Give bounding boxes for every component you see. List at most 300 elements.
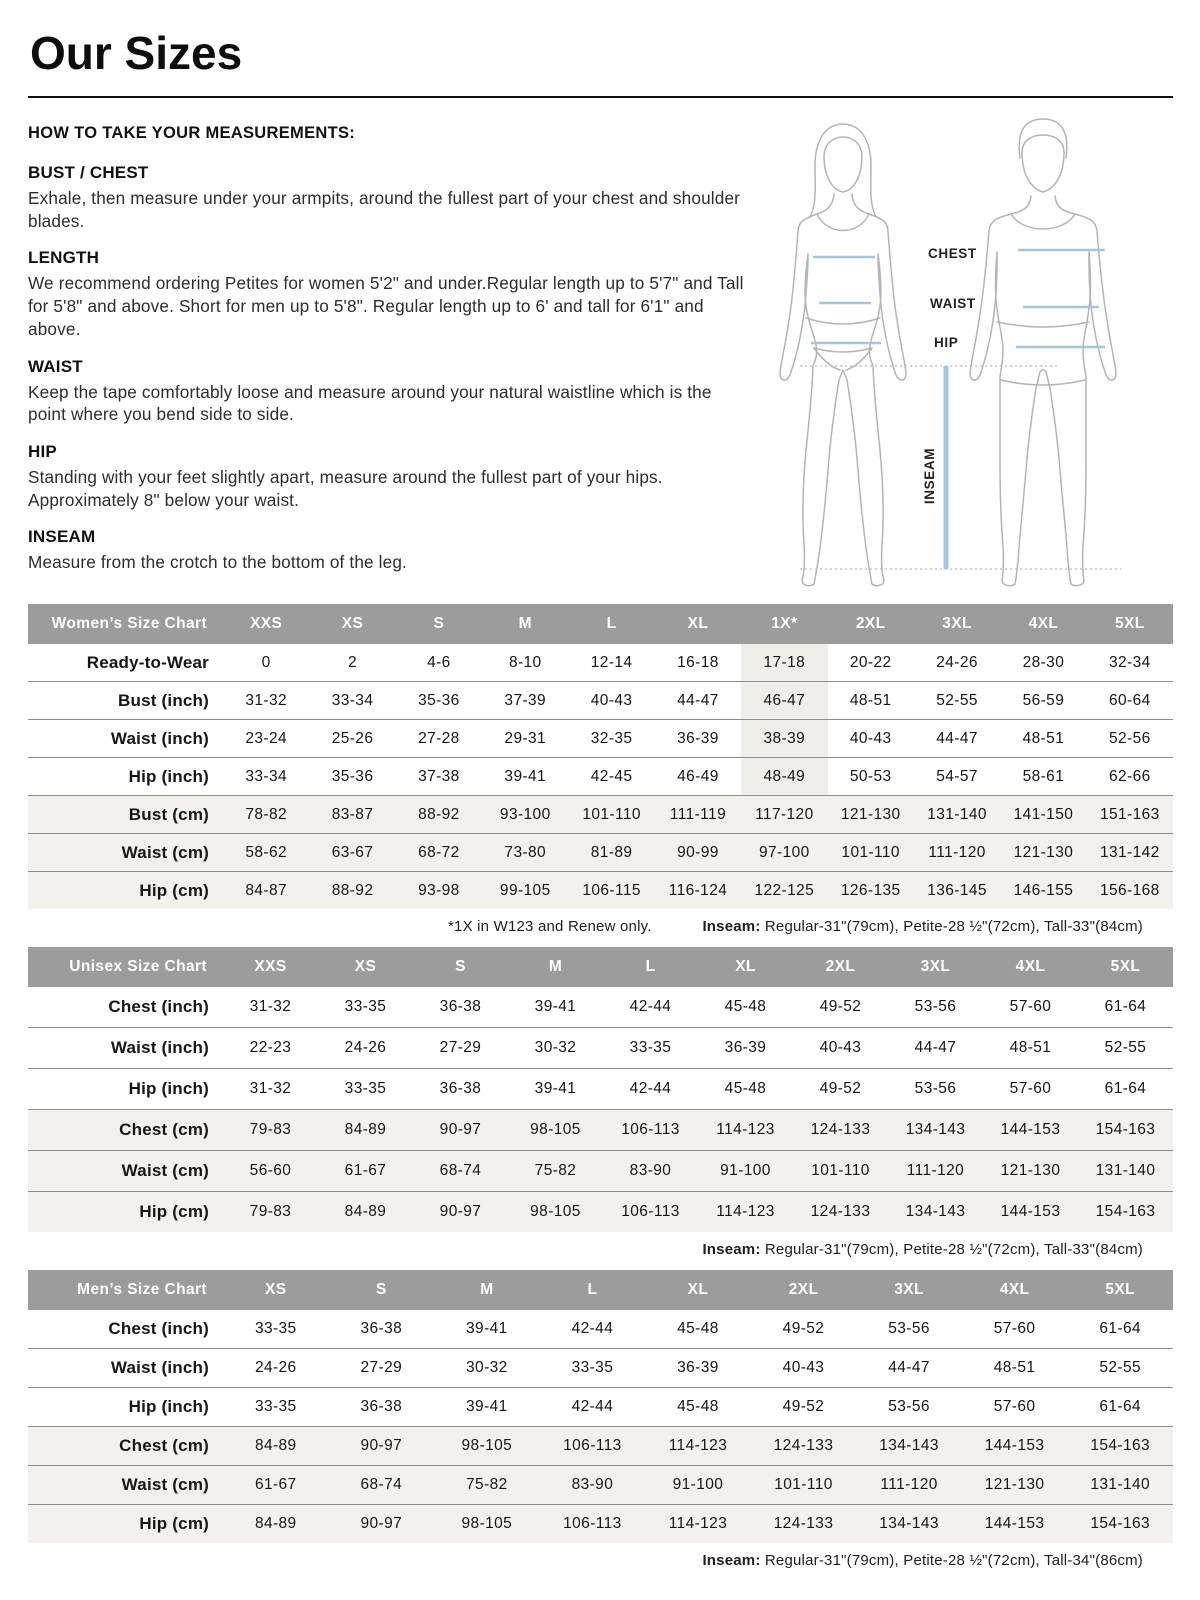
size-value-cell: 45-48 — [677, 1320, 719, 1337]
size-value-cell: 0 — [261, 653, 271, 671]
size-value-cell: 57-60 — [993, 1320, 1036, 1337]
size-column-header: 3XL — [856, 1270, 962, 1310]
size-column-header: XL — [698, 947, 793, 987]
row-label: Hip (inch) — [28, 758, 223, 796]
size-value-cell: 36-38 — [413, 1069, 508, 1110]
table-row — [28, 758, 1173, 796]
size-value-cell: 33-35 — [318, 1069, 413, 1110]
size-value-cell: 60-64 — [1087, 682, 1173, 720]
size-value-cell: 49-52 — [793, 1069, 888, 1110]
instruction-section — [28, 163, 753, 232]
row-label: Bust (cm) — [28, 796, 223, 834]
size-value-cell: 78-82 — [223, 796, 309, 834]
size-value-cell: 4-6 — [427, 653, 451, 671]
size-column-header: L — [540, 1270, 646, 1310]
size-value-cell: 98-105 — [508, 1110, 603, 1151]
size-value-cell: 93-100 — [482, 796, 568, 834]
size-value-cell: 90-97 — [413, 1192, 508, 1233]
size-value-cell: 45-48 — [698, 1069, 793, 1110]
size-value-cell: 35-36 — [309, 758, 395, 796]
table-title: Men’s Size Chart — [28, 1270, 223, 1310]
size-value-cell: 40-43 — [828, 720, 914, 758]
size-value-cell: 93-98 — [396, 872, 482, 910]
size-value-cell: 62-66 — [1087, 758, 1173, 796]
table-row — [28, 720, 1173, 758]
row-label: Chest (cm) — [28, 1427, 223, 1466]
size-value-cell: 61-64 — [1078, 1069, 1173, 1110]
size-value-cell: 39-41 — [508, 1069, 603, 1110]
size-value-cell: 124-133 — [751, 1505, 857, 1544]
size-value-cell: 101-110 — [568, 796, 654, 834]
womens-size-chart-notes — [28, 918, 1173, 935]
size-value-cell: 134-143 — [888, 1110, 983, 1151]
hip-label: HIP — [934, 335, 959, 350]
size-column-header: L — [568, 604, 654, 644]
size-value-cell: 44-47 — [914, 720, 1000, 758]
size-value-cell: 54-57 — [914, 758, 1000, 796]
size-value-cell: 84-89 — [223, 1427, 329, 1466]
womens-size-chart-section — [28, 604, 1173, 935]
instruction-section-body: Exhale, then measure under your armpits, around the fullest part of your chest and shoulder blades. — [28, 188, 741, 231]
unisex-size-chart-notes — [28, 1241, 1173, 1258]
size-column-header: L — [603, 947, 698, 987]
size-value-cell: 83-87 — [309, 796, 395, 834]
unisex-size-chart-section — [28, 947, 1173, 1258]
size-value-cell: 106-113 — [540, 1505, 646, 1544]
size-column-header: XXS — [223, 604, 309, 644]
row-label: Chest (inch) — [108, 1319, 209, 1338]
instruction-section-title: HIP — [28, 441, 57, 461]
size-column-header: 2XL — [828, 604, 914, 644]
size-value-cell: 42-44 — [629, 998, 672, 1015]
size-column-header: 3XL — [888, 947, 983, 987]
row-label: Ready-to-Wear — [86, 652, 209, 672]
size-value-cell: 144-153 — [983, 1110, 1078, 1151]
size-value-cell: 116-124 — [655, 872, 741, 910]
table-row — [28, 682, 1173, 720]
size-column-header: 4XL — [962, 1270, 1068, 1310]
size-column-header: 5XL — [1078, 947, 1173, 987]
size-value-cell: 144-153 — [962, 1427, 1068, 1466]
row-label: Chest (cm) — [28, 1110, 223, 1151]
size-value-cell: 99-105 — [482, 872, 568, 910]
size-value-cell: 61-64 — [1104, 998, 1147, 1015]
size-value-cell: 90-97 — [413, 1110, 508, 1151]
size-column-header: S — [396, 604, 482, 644]
size-value-cell: 98-105 — [434, 1505, 540, 1544]
size-value-cell: 27-28 — [396, 720, 482, 758]
instruction-section-title: WAIST — [28, 356, 83, 376]
male-tank-hem — [997, 322, 1089, 327]
size-value-cell: 28-30 — [1022, 653, 1065, 671]
size-value-cell: 63-67 — [309, 834, 395, 872]
size-value-cell: 49-52 — [751, 1388, 857, 1427]
size-value-cell: 38-39 — [741, 720, 827, 758]
size-value-cell: 46-49 — [655, 758, 741, 796]
row-label: Waist (inch) — [28, 1028, 223, 1069]
female-hair-outline — [810, 124, 876, 217]
size-value-cell: 97-100 — [741, 834, 827, 872]
size-value-cell: 45-48 — [645, 1388, 751, 1427]
inseam-label: INSEAM — [922, 447, 937, 505]
size-value-cell: 42-45 — [568, 758, 654, 796]
size-value-cell: 90-99 — [655, 834, 741, 872]
size-column-header: M — [482, 604, 568, 644]
size-value-cell: 48-51 — [828, 682, 914, 720]
size-value-cell: 39-41 — [434, 1388, 540, 1427]
size-value-cell: 49-52 — [782, 1320, 825, 1337]
size-value-cell: 61-64 — [1067, 1388, 1173, 1427]
table-title: Women’s Size Chart — [28, 604, 223, 644]
table-row — [28, 1466, 1173, 1505]
size-value-cell: 117-120 — [741, 796, 827, 834]
size-value-cell: 48-51 — [983, 1028, 1078, 1069]
waist-label: WAIST — [930, 296, 976, 311]
size-value-cell: 44-47 — [655, 682, 741, 720]
size-value-cell: 39-41 — [466, 1320, 508, 1337]
size-value-cell: 141-150 — [1000, 796, 1086, 834]
size-value-cell: 154-163 — [1078, 1192, 1173, 1233]
size-value-cell: 33-35 — [254, 1320, 297, 1337]
instruction-section-body: Standing with your feet slightly apart, measure around the fullest part of your hips. Approximately 8" below your waist. — [28, 466, 663, 510]
table-row — [28, 644, 1173, 682]
body-measurement-diagram — [753, 124, 1173, 592]
table-row — [28, 1310, 1173, 1349]
size-value-cell: 114-123 — [645, 1505, 751, 1544]
size-value-cell: 53-56 — [888, 1069, 983, 1110]
size-value-cell: 12-14 — [590, 653, 633, 671]
size-value-cell: 106-113 — [603, 1192, 698, 1233]
size-value-cell: 124-133 — [751, 1427, 857, 1466]
table-note: Inseam: Regular-31"(79cm), Petite-28 ½"(72cm), Tall-33"(84cm) — [702, 1241, 1143, 1258]
size-value-cell: 98-105 — [434, 1427, 540, 1466]
table-row — [28, 1110, 1173, 1151]
size-value-cell: 79-83 — [223, 1192, 318, 1233]
size-value-cell: 33-35 — [344, 998, 387, 1015]
size-value-cell: 31-32 — [223, 682, 309, 720]
size-value-cell: 53-56 — [856, 1388, 962, 1427]
size-value-cell: 68-74 — [413, 1151, 508, 1192]
instruction-section — [28, 357, 753, 426]
female-body-outline — [780, 194, 906, 586]
size-value-cell: 121-130 — [983, 1151, 1078, 1192]
size-value-cell: 151-163 — [1087, 796, 1173, 834]
size-value-cell: 39-41 — [534, 998, 577, 1015]
size-value-cell: 53-56 — [888, 1320, 930, 1337]
size-column-header: XS — [309, 604, 395, 644]
size-value-cell: 83-90 — [603, 1151, 698, 1192]
size-value-cell: 111-120 — [856, 1466, 962, 1505]
size-column-header: 5XL — [1067, 1270, 1173, 1310]
size-value-cell: 52-55 — [914, 682, 1000, 720]
unisex-size-chart-table — [28, 947, 1173, 1232]
female-tank-neckline — [817, 214, 869, 231]
size-column-header: 4XL — [1000, 604, 1086, 644]
size-value-cell: 36-38 — [439, 998, 482, 1015]
size-value-cell: 88-92 — [396, 796, 482, 834]
male-shorts-hem — [1001, 380, 1085, 385]
size-value-cell: 24-26 — [223, 1349, 329, 1388]
size-value-cell: 45-48 — [724, 998, 767, 1015]
size-value-cell: 134-143 — [856, 1505, 962, 1544]
table-row — [28, 872, 1173, 910]
size-value-cell: 131-140 — [914, 796, 1000, 834]
male-hair-outline — [1019, 119, 1067, 158]
size-value-cell: 81-89 — [568, 834, 654, 872]
size-value-cell: 134-143 — [888, 1192, 983, 1233]
size-value-cell: 106-113 — [540, 1427, 646, 1466]
size-value-cell: 121-130 — [962, 1466, 1068, 1505]
measurement-instructions — [28, 124, 753, 592]
table-note: Inseam: Regular-31"(79cm), Petite-28 ½"(72cm), Tall-34"(86cm) — [702, 1552, 1143, 1569]
size-value-cell: 134-143 — [856, 1427, 962, 1466]
size-value-cell: 114-123 — [645, 1427, 751, 1466]
womens-size-chart-table — [28, 604, 1173, 909]
row-label: Chest (inch) — [108, 997, 209, 1016]
size-value-cell: 124-133 — [793, 1192, 888, 1233]
table-row — [28, 796, 1173, 834]
size-column-header: XL — [655, 604, 741, 644]
female-face-outline — [824, 137, 862, 192]
body-diagram-svg — [753, 114, 1173, 592]
size-value-cell: 57-60 — [983, 1069, 1078, 1110]
size-value-cell: 30-32 — [434, 1349, 540, 1388]
size-value-cell: 101-110 — [751, 1466, 857, 1505]
size-column-header: M — [508, 947, 603, 987]
size-column-header: M — [434, 1270, 540, 1310]
size-column-header: XL — [645, 1270, 751, 1310]
size-column-header: XS — [318, 947, 413, 987]
size-value-cell: 114-123 — [698, 1192, 793, 1233]
instruction-section — [28, 442, 753, 511]
size-value-cell: 25-26 — [309, 720, 395, 758]
table-row — [28, 1069, 1173, 1110]
size-value-cell: 42-44 — [571, 1320, 614, 1337]
size-value-cell: 154-163 — [1078, 1110, 1173, 1151]
size-value-cell: 22-23 — [223, 1028, 318, 1069]
size-value-cell: 33-35 — [540, 1349, 646, 1388]
row-label: Hip (cm) — [28, 1505, 223, 1544]
row-label: Hip (cm) — [28, 1192, 223, 1233]
chest-label: CHEST — [928, 246, 977, 261]
size-value-cell: 37-38 — [396, 758, 482, 796]
size-value-cell: 57-60 — [962, 1388, 1068, 1427]
size-value-cell: 30-32 — [508, 1028, 603, 1069]
size-value-cell: 27-29 — [413, 1028, 508, 1069]
size-column-header: 1X* — [741, 604, 827, 644]
instruction-section-body: We recommend ordering Petites for women 5'2" and under.Regular length up to 5'7" and Tall for 5'8" and above. Short for men up to 5'8". Regular length up to 6' and tall for 6'1" and above. — [28, 273, 744, 339]
size-value-cell: 146-155 — [1000, 872, 1086, 910]
size-value-cell: 84-89 — [318, 1110, 413, 1151]
size-value-cell: 52-55 — [1078, 1028, 1173, 1069]
female-tank-hem — [806, 318, 880, 324]
measurement-guide-row — [28, 124, 1173, 592]
size-value-cell: 36-38 — [329, 1388, 435, 1427]
size-value-cell: 33-35 — [223, 1388, 329, 1427]
size-value-cell: 111-120 — [914, 834, 1000, 872]
size-value-cell: 91-100 — [645, 1466, 751, 1505]
size-value-cell: 48-51 — [962, 1349, 1068, 1388]
size-value-cell: 50-53 — [828, 758, 914, 796]
size-value-cell: 136-145 — [914, 872, 1000, 910]
size-value-cell: 40-43 — [568, 682, 654, 720]
row-label: Waist (cm) — [28, 834, 223, 872]
size-value-cell: 68-72 — [396, 834, 482, 872]
size-value-cell: 36-39 — [645, 1349, 751, 1388]
size-value-cell: 8-10 — [508, 653, 542, 671]
row-label: Hip (inch) — [28, 1388, 223, 1427]
instruction-section-body: Keep the tape comfortably loose and measure around your natural waistline which is the point where you bend side to side. — [28, 381, 712, 425]
male-tank-neckline — [1011, 214, 1075, 229]
instruction-sections — [28, 163, 753, 574]
size-value-cell: 52-55 — [1067, 1349, 1173, 1388]
instruction-section-title: BUST / CHEST — [28, 163, 149, 182]
table-row — [28, 1151, 1173, 1192]
row-label: Waist (cm) — [28, 1151, 223, 1192]
size-value-cell: 29-31 — [482, 720, 568, 758]
size-column-header: XS — [223, 1270, 329, 1310]
size-value-cell: 2 — [348, 653, 358, 671]
size-value-cell: 121-130 — [1000, 834, 1086, 872]
size-value-cell: 98-105 — [508, 1192, 603, 1233]
size-value-cell: 68-74 — [329, 1466, 435, 1505]
table-row — [28, 1388, 1173, 1427]
mens-size-chart-table — [28, 1270, 1173, 1543]
table-row — [28, 1192, 1173, 1233]
size-value-cell: 32-35 — [568, 720, 654, 758]
size-value-cell: 35-36 — [396, 682, 482, 720]
table-title: Unisex Size Chart — [28, 947, 223, 987]
size-value-cell: 101-110 — [828, 834, 914, 872]
size-value-cell: 61-67 — [223, 1466, 329, 1505]
table-row — [28, 1028, 1173, 1069]
instruction-section-title: LENGTH — [28, 248, 100, 268]
size-value-cell: 106-115 — [568, 872, 654, 910]
size-value-cell: 31-32 — [249, 998, 292, 1015]
size-value-cell: 106-113 — [603, 1110, 698, 1151]
size-value-cell: 36-39 — [655, 720, 741, 758]
size-value-cell: 58-61 — [1000, 758, 1086, 796]
size-value-cell: 154-163 — [1067, 1505, 1173, 1544]
size-value-cell: 124-133 — [793, 1110, 888, 1151]
size-value-cell: 40-43 — [793, 1028, 888, 1069]
size-value-cell: 49-52 — [819, 998, 862, 1015]
table-note: *1X in W123 and Renew only. — [448, 918, 652, 935]
size-value-cell: 156-168 — [1087, 872, 1173, 910]
size-value-cell: 36-38 — [360, 1320, 403, 1337]
size-value-cell: 61-64 — [1099, 1320, 1142, 1337]
size-value-cell: 48-51 — [1000, 720, 1086, 758]
size-value-cell: 17-18 — [741, 644, 827, 682]
size-value-cell: 131-140 — [1078, 1151, 1173, 1192]
page-title: Our Sizes — [30, 27, 243, 79]
size-value-cell: 31-32 — [223, 1069, 318, 1110]
table-row — [28, 834, 1173, 872]
size-value-cell: 52-56 — [1087, 720, 1173, 758]
size-column-header: 2XL — [751, 1270, 857, 1310]
table-row — [28, 1505, 1173, 1544]
size-value-cell: 23-24 — [223, 720, 309, 758]
instruction-section — [28, 248, 753, 340]
size-value-cell: 42-44 — [540, 1388, 646, 1427]
size-value-cell: 91-100 — [698, 1151, 793, 1192]
female-brief-waistband — [814, 348, 872, 352]
size-value-cell: 111-120 — [888, 1151, 983, 1192]
size-value-cell: 61-67 — [318, 1151, 413, 1192]
size-value-cell: 58-62 — [223, 834, 309, 872]
size-column-header: XXS — [223, 947, 318, 987]
size-value-cell: 44-47 — [856, 1349, 962, 1388]
male-face-outline — [1022, 135, 1064, 192]
instruction-section-title: INSEAM — [28, 527, 96, 547]
size-value-cell: 56-59 — [1000, 682, 1086, 720]
table-row — [28, 1349, 1173, 1388]
size-value-cell: 53-56 — [914, 998, 957, 1015]
table-row — [28, 987, 1173, 1028]
row-label: Waist (cm) — [28, 1466, 223, 1505]
size-charts — [28, 604, 1173, 1569]
size-value-cell: 83-90 — [540, 1466, 646, 1505]
size-value-cell: 75-82 — [508, 1151, 603, 1192]
size-value-cell: 144-153 — [983, 1192, 1078, 1233]
size-value-cell: 79-83 — [223, 1110, 318, 1151]
size-column-header: S — [413, 947, 508, 987]
size-value-cell: 122-125 — [741, 872, 827, 910]
size-value-cell: 121-130 — [828, 796, 914, 834]
size-value-cell: 24-26 — [936, 653, 978, 671]
size-value-cell: 36-39 — [698, 1028, 793, 1069]
size-value-cell: 84-89 — [318, 1192, 413, 1233]
size-value-cell: 20-22 — [849, 653, 892, 671]
size-column-header: 2XL — [793, 947, 888, 987]
mens-size-chart-notes — [28, 1552, 1173, 1569]
size-value-cell: 37-39 — [482, 682, 568, 720]
size-value-cell: 48-49 — [741, 758, 827, 796]
size-value-cell: 56-60 — [223, 1151, 318, 1192]
size-value-cell: 114-123 — [698, 1110, 793, 1151]
size-value-cell: 126-135 — [828, 872, 914, 910]
instructions-heading: HOW TO TAKE YOUR MEASUREMENTS: — [28, 124, 356, 142]
size-value-cell: 73-80 — [482, 834, 568, 872]
size-value-cell: 90-97 — [329, 1427, 435, 1466]
size-value-cell: 131-142 — [1087, 834, 1173, 872]
size-value-cell: 39-41 — [482, 758, 568, 796]
size-value-cell: 90-97 — [329, 1505, 435, 1544]
size-value-cell: 24-26 — [318, 1028, 413, 1069]
size-value-cell: 46-47 — [741, 682, 827, 720]
row-label: Waist (inch) — [28, 720, 223, 758]
male-body-outline — [970, 196, 1116, 586]
size-value-cell: 75-82 — [434, 1466, 540, 1505]
size-value-cell: 84-87 — [223, 872, 309, 910]
row-label: Bust (inch) — [28, 682, 223, 720]
size-value-cell: 27-29 — [329, 1349, 435, 1388]
size-value-cell: 101-110 — [793, 1151, 888, 1192]
size-value-cell: 84-89 — [223, 1505, 329, 1544]
size-value-cell: 33-35 — [603, 1028, 698, 1069]
size-value-cell: 57-60 — [1009, 998, 1052, 1015]
size-value-cell: 144-153 — [962, 1505, 1068, 1544]
mens-size-chart-section — [28, 1270, 1173, 1569]
size-value-cell: 111-119 — [655, 796, 741, 834]
row-label: Hip (cm) — [28, 872, 223, 910]
size-column-header: S — [329, 1270, 435, 1310]
size-column-header: 3XL — [914, 604, 1000, 644]
size-value-cell: 40-43 — [751, 1349, 857, 1388]
size-value-cell: 32-34 — [1108, 653, 1151, 671]
size-column-header: 5XL — [1087, 604, 1173, 644]
row-label: Waist (inch) — [28, 1349, 223, 1388]
